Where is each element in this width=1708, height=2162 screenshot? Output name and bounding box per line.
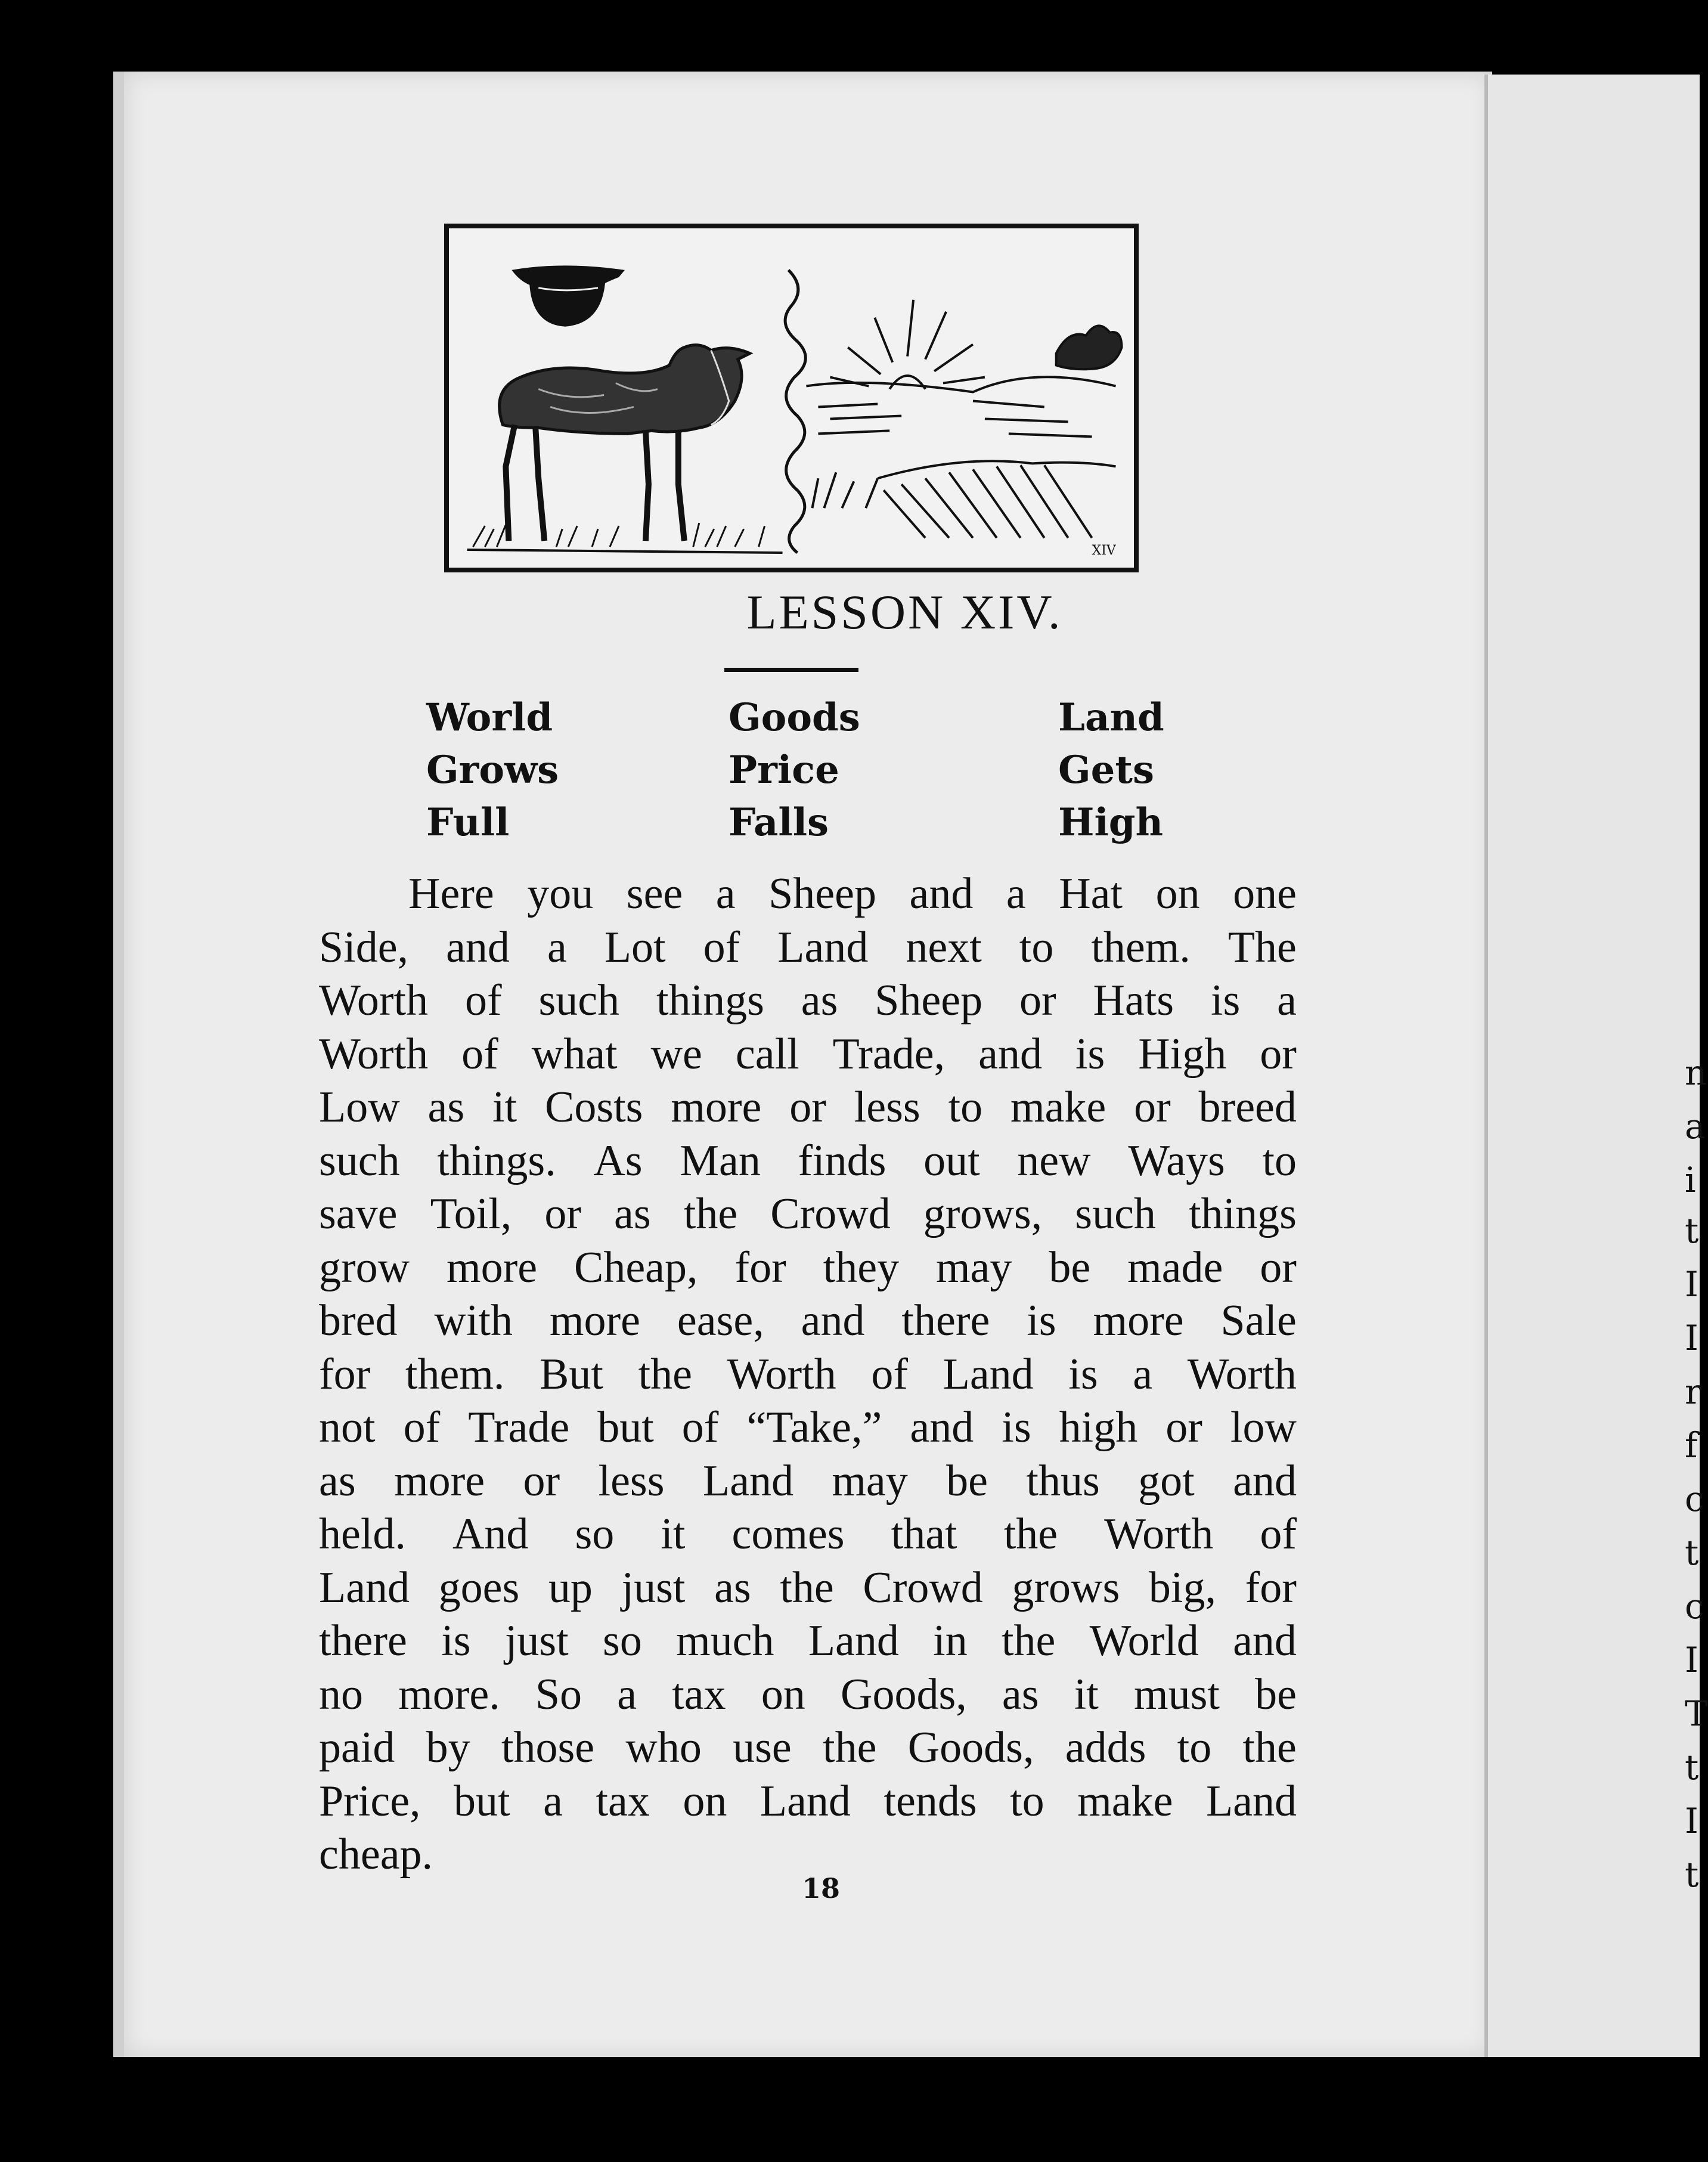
- lesson-title: LESSON XIV.: [746, 585, 1063, 639]
- page-number: 18: [802, 1872, 841, 1904]
- body-word: it: [661, 1510, 686, 1559]
- body-word: the: [1001, 1616, 1056, 1665]
- body-word: call: [735, 1029, 799, 1079]
- hat-drawing: [512, 265, 625, 326]
- body-word: Costs: [544, 1083, 643, 1132]
- vocabulary-word: Land: [1058, 695, 1164, 740]
- body-line: [319, 1081, 1297, 1135]
- body-word: but: [597, 1403, 654, 1452]
- body-word: Side,: [319, 922, 409, 972]
- body-word: Price,: [319, 1776, 421, 1826]
- body-word: the: [823, 1723, 877, 1772]
- body-word: more: [394, 1456, 485, 1506]
- body-word: tax: [596, 1776, 650, 1826]
- body-line: [319, 1294, 1297, 1348]
- body-word: big,: [1148, 1563, 1216, 1612]
- vocabulary-word: Grows: [426, 748, 559, 792]
- body-word: Worth: [319, 976, 429, 1025]
- body-word: Land: [702, 1456, 793, 1506]
- body-word: be: [946, 1456, 988, 1506]
- body-word: more: [1093, 1296, 1184, 1345]
- body-word: held.: [319, 1510, 406, 1559]
- body-word: make: [1077, 1776, 1173, 1826]
- body-word: more.: [398, 1669, 500, 1719]
- sheep-drawing: [500, 345, 750, 541]
- next-page-fragment: r: [1685, 1371, 1701, 1412]
- body-word: as: [427, 1083, 465, 1132]
- body-word: made: [1127, 1243, 1223, 1292]
- body-word: more: [671, 1083, 762, 1132]
- body-word: them.: [1091, 922, 1191, 972]
- body-word: be: [1049, 1243, 1091, 1292]
- body-word: of: [1260, 1510, 1297, 1559]
- body-line: [319, 1401, 1297, 1455]
- body-word: and: [1233, 1616, 1297, 1665]
- body-word: a: [547, 922, 567, 972]
- next-page-fragment: f: [1685, 1425, 1698, 1466]
- body-word: is: [1068, 1349, 1098, 1399]
- body-word: Cheap,: [574, 1243, 698, 1292]
- body-word: for: [734, 1243, 786, 1292]
- body-word: one: [1233, 869, 1297, 918]
- sun-drawing: [830, 300, 985, 389]
- body-word: such: [1075, 1190, 1156, 1238]
- body-word: “Take,”: [746, 1403, 882, 1452]
- body-word: next: [906, 922, 982, 972]
- body-word: thus: [1026, 1456, 1100, 1506]
- body-word: to: [1019, 922, 1054, 972]
- body-word: is: [1002, 1403, 1031, 1452]
- body-word: a: [543, 1776, 563, 1826]
- body-word: save: [319, 1190, 398, 1238]
- body-word: Trade,: [832, 1029, 946, 1079]
- body-word: to: [948, 1083, 983, 1132]
- body-word: such: [538, 976, 620, 1025]
- body-word: finds: [798, 1136, 886, 1185]
- body-word: breed: [1198, 1083, 1297, 1132]
- vocabulary-word: Falls: [729, 800, 829, 845]
- next-page-fragment: I: [1685, 1318, 1698, 1358]
- body-word: is: [1075, 1029, 1105, 1079]
- body-word: and: [801, 1296, 865, 1345]
- lesson-illustration: [444, 224, 1139, 572]
- body-word: So: [535, 1669, 582, 1719]
- body-word: a: [715, 869, 736, 918]
- body-line: [319, 868, 1297, 921]
- body-word: Crowd: [770, 1190, 891, 1238]
- body-word: Trade: [468, 1403, 570, 1452]
- vocabulary-column-3: [1058, 692, 1164, 849]
- body-word: as: [801, 976, 838, 1025]
- next-page-edge: [1484, 75, 1708, 2057]
- body-word: to: [1262, 1136, 1297, 1185]
- body-word: may: [832, 1456, 908, 1506]
- body-line: [319, 1188, 1297, 1241]
- body-word: of: [681, 1403, 719, 1452]
- illustration-mark: XIV: [1092, 543, 1116, 559]
- body-word: paid: [319, 1723, 395, 1772]
- body-word: Goods,: [841, 1669, 967, 1719]
- body-word: or: [1019, 976, 1056, 1025]
- body-word: World: [1089, 1616, 1199, 1665]
- body-word: got: [1138, 1456, 1195, 1506]
- body-word: so: [575, 1510, 615, 1559]
- body-word: And: [452, 1510, 529, 1559]
- title-rule: [724, 668, 858, 672]
- body-word: Sheep: [875, 976, 983, 1025]
- body-word: on: [683, 1776, 727, 1826]
- body-word: Sale: [1220, 1296, 1297, 1345]
- body-word: of: [703, 922, 740, 972]
- body-word: Land: [808, 1616, 899, 1665]
- body-word: Worth: [319, 1029, 429, 1079]
- body-word: is: [1210, 976, 1241, 1025]
- body-word: or: [1165, 1403, 1202, 1452]
- body-word: things: [1189, 1190, 1297, 1238]
- body-word: you: [527, 869, 594, 918]
- vocabulary-word: Gets: [1058, 748, 1154, 792]
- body-word: for: [1245, 1563, 1297, 1612]
- next-page-fragment: t: [1685, 1747, 1699, 1788]
- body-word: who: [625, 1723, 702, 1772]
- body-word: Worth: [727, 1349, 836, 1399]
- body-word: that: [891, 1510, 957, 1559]
- body-word: it: [1074, 1669, 1099, 1719]
- vocabulary-column-1: [426, 692, 559, 849]
- next-page-fragment: t: [1685, 1532, 1699, 1573]
- body-line: [319, 1455, 1297, 1509]
- body-word: on: [1155, 869, 1200, 918]
- body-word: more: [549, 1296, 640, 1345]
- body-word: Toil,: [430, 1190, 512, 1238]
- body-word: to: [1177, 1723, 1212, 1772]
- body-word: not: [319, 1403, 376, 1452]
- body-line: [319, 1721, 1297, 1775]
- body-word: just: [621, 1563, 686, 1612]
- body-word: grow: [319, 1243, 410, 1292]
- body-word: the: [638, 1349, 692, 1399]
- body-word: use: [733, 1723, 792, 1772]
- body-line: [319, 1615, 1297, 1668]
- body-word: or: [544, 1190, 581, 1238]
- body-word: Land: [777, 922, 869, 972]
- body-word: more: [447, 1243, 538, 1292]
- body-line: [319, 1348, 1297, 1402]
- body-word: Land: [760, 1776, 851, 1826]
- vocabulary-word: Price: [729, 748, 839, 792]
- body-word: Land: [1205, 1776, 1297, 1826]
- body-word: or: [1260, 1029, 1297, 1079]
- body-word: comes: [731, 1510, 845, 1559]
- body-word: Goods,: [907, 1723, 1034, 1772]
- body-word: make: [1010, 1083, 1106, 1132]
- body-line: [319, 1241, 1297, 1295]
- body-word: Land: [943, 1349, 1034, 1399]
- body-word: and: [978, 1029, 1042, 1079]
- body-word: or: [1134, 1083, 1171, 1132]
- next-page-fragment: I: [1685, 1264, 1698, 1305]
- body-word: things.: [437, 1136, 556, 1185]
- body-word: the: [780, 1563, 834, 1612]
- body-word: high: [1059, 1403, 1138, 1452]
- body-word: may: [936, 1243, 1012, 1292]
- body-word: High: [1138, 1029, 1227, 1079]
- body-word: or: [789, 1083, 826, 1132]
- body-word: tends: [884, 1776, 977, 1826]
- lesson-body: [319, 868, 1297, 1882]
- body-word: Hats: [1093, 976, 1174, 1025]
- body-word: things: [656, 976, 764, 1025]
- body-word: much: [676, 1616, 774, 1665]
- body-word: of: [461, 1029, 498, 1079]
- body-word: and: [446, 922, 510, 972]
- body-word: such: [319, 1136, 400, 1185]
- body-word: out: [923, 1136, 980, 1185]
- body-line: [319, 1508, 1297, 1562]
- vocabulary-word: Goods: [729, 695, 860, 740]
- body-word: a: [1006, 869, 1026, 918]
- body-word: those: [501, 1723, 595, 1772]
- body-word: of: [464, 976, 502, 1025]
- body-word: is: [441, 1616, 471, 1665]
- body-line: [319, 1135, 1297, 1188]
- body-line: [319, 974, 1297, 1028]
- body-line: [319, 1562, 1297, 1615]
- body-word: as: [319, 1456, 356, 1506]
- body-word: goes: [438, 1563, 520, 1612]
- next-page-fragment: n: [1685, 1052, 1707, 1093]
- landscape-drawing: [806, 326, 1121, 538]
- body-word: adds: [1065, 1723, 1146, 1772]
- next-page-fragment: T: [1685, 1693, 1708, 1734]
- body-word: a: [1277, 976, 1297, 1025]
- body-word: in: [933, 1616, 968, 1665]
- vocabulary-column-2: [729, 692, 860, 849]
- body-word: Man: [680, 1136, 761, 1185]
- body-word: tax: [672, 1669, 726, 1719]
- body-word: Here: [408, 869, 494, 918]
- body-word: Low: [319, 1083, 400, 1132]
- body-word: to: [1010, 1776, 1044, 1826]
- body-word: Sheep: [768, 869, 876, 918]
- body-word: Ways: [1128, 1136, 1225, 1185]
- body-word: it: [492, 1083, 517, 1132]
- body-word: as: [614, 1190, 651, 1238]
- body-line: [319, 921, 1297, 975]
- next-page-fragment: I: [1685, 1640, 1698, 1680]
- body-word: them.: [405, 1349, 505, 1399]
- body-word: we: [650, 1029, 702, 1079]
- body-word: But: [540, 1349, 603, 1399]
- body-word: must: [1134, 1669, 1220, 1719]
- body-word: for: [319, 1349, 371, 1399]
- next-page-fragment: t: [1685, 1210, 1699, 1251]
- body-word: ease,: [677, 1296, 764, 1345]
- body-word: Lot: [604, 922, 666, 972]
- body-word: as: [714, 1563, 751, 1612]
- body-word: grows,: [923, 1190, 1043, 1238]
- body-word: low: [1230, 1403, 1297, 1452]
- body-word: Worth: [1187, 1349, 1297, 1399]
- body-word: or: [523, 1456, 560, 1506]
- body-word: the: [683, 1190, 738, 1238]
- body-word: and: [1233, 1456, 1297, 1506]
- body-line: [319, 1668, 1297, 1722]
- body-word: new: [1017, 1136, 1091, 1185]
- body-word: Worth: [1104, 1510, 1214, 1559]
- body-line: [319, 1028, 1297, 1082]
- body-word: grows: [1012, 1563, 1120, 1612]
- vocabulary-word: World: [426, 695, 553, 740]
- body-word: of: [871, 1349, 908, 1399]
- body-word: just: [504, 1616, 569, 1665]
- body-word: Crowd: [863, 1563, 983, 1612]
- grass-drawing: [467, 523, 782, 553]
- body-word: they: [823, 1243, 900, 1292]
- body-word: The: [1227, 922, 1297, 972]
- body-word: by: [426, 1723, 470, 1772]
- body-word: or: [1260, 1243, 1297, 1292]
- body-word: on: [761, 1669, 805, 1719]
- body-word: Hat: [1059, 869, 1123, 918]
- next-page-fragment: c: [1685, 1586, 1704, 1627]
- body-word: there: [901, 1296, 990, 1345]
- body-word: there: [319, 1616, 407, 1665]
- body-word: but: [454, 1776, 510, 1826]
- body-word: Land: [319, 1563, 410, 1612]
- body-word: a: [1133, 1349, 1153, 1399]
- body-word: up: [548, 1563, 593, 1612]
- body-word: with: [434, 1296, 513, 1345]
- body-word: the: [1003, 1510, 1058, 1559]
- next-page-fragment: c: [1685, 1479, 1704, 1519]
- body-word: cheap.: [319, 1830, 433, 1879]
- body-word: is: [1027, 1296, 1056, 1345]
- vocabulary-word: Full: [426, 800, 510, 845]
- wavy-divider: [785, 270, 805, 553]
- body-word: bred: [319, 1296, 398, 1345]
- body-word: and: [910, 1403, 974, 1452]
- body-word: be: [1255, 1669, 1297, 1719]
- body-word: what: [531, 1029, 618, 1079]
- body-word: less: [598, 1456, 665, 1506]
- next-page-fragment: I: [1685, 1801, 1698, 1841]
- vocabulary-word: High: [1058, 800, 1164, 845]
- body-word: as: [1002, 1669, 1039, 1719]
- body-word: less: [854, 1083, 920, 1132]
- next-page-fragment: a: [1685, 1106, 1706, 1147]
- body-word: a: [617, 1669, 637, 1719]
- body-word: see: [626, 869, 683, 918]
- body-word: so: [603, 1616, 642, 1665]
- body-word: As: [593, 1136, 643, 1185]
- next-page-fragment: t: [1685, 1854, 1699, 1895]
- body-word: the: [1242, 1723, 1297, 1772]
- next-page-fragment: i: [1685, 1160, 1696, 1200]
- body-word: and: [909, 869, 974, 918]
- body-line: [319, 1775, 1297, 1829]
- body-word: no: [319, 1669, 363, 1719]
- body-word: of: [403, 1403, 441, 1452]
